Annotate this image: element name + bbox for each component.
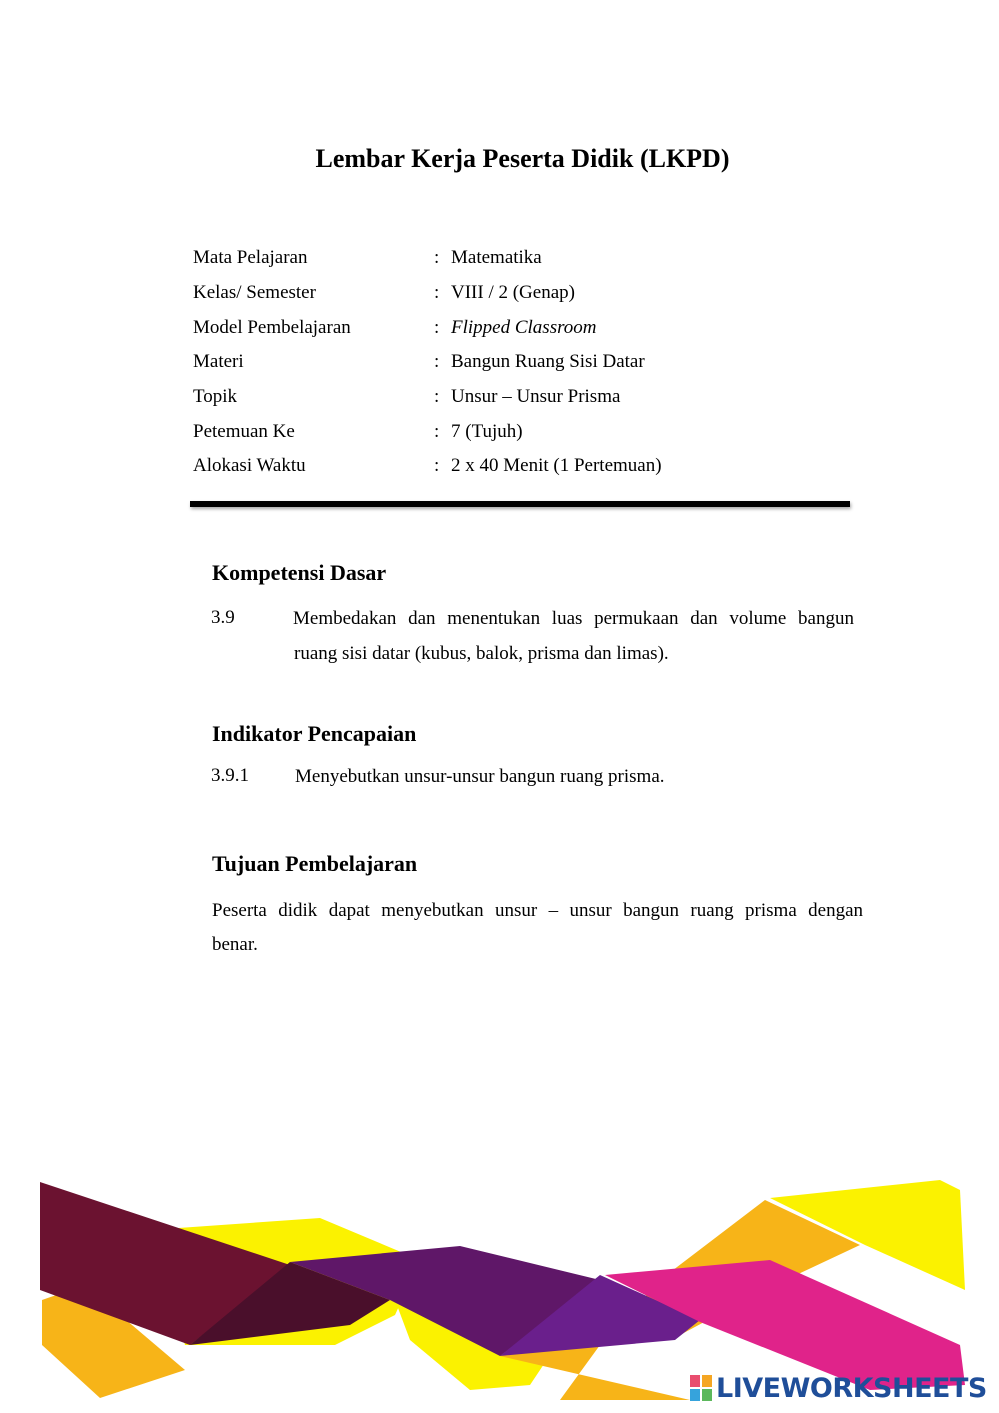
info-value: Matematika (451, 247, 542, 268)
tujuan-text-line-1: Peserta didik dapat menyebutkan unsur – unsur bangun ruang prisma dengan (212, 900, 863, 921)
kompetensi-text-line-1: Membedakan dan menentukan luas permukaan dan volume bangun (293, 608, 854, 629)
liveworksheets-watermark (690, 1372, 987, 1404)
tujuan-text-line-2: benar. (212, 934, 258, 955)
info-label: Alokasi Waktu (193, 455, 306, 476)
indikator-number: 3.9.1 (211, 765, 249, 786)
info-value: 2 x 40 Menit (1 Pertemuan) (451, 455, 662, 476)
indikator-text: Menyebutkan unsur-unsur bangun ruang prisma. (295, 766, 665, 787)
kompetensi-dasar-heading: Kompetensi Dasar (212, 560, 387, 585)
info-label: Model Pembelajaran (193, 317, 351, 338)
kompetensi-text-line-2: ruang sisi datar (kubus, balok, prisma dan limas). (294, 643, 669, 664)
info-label: Materi (193, 351, 244, 372)
info-value: Unsur – Unsur Prisma (451, 386, 621, 407)
info-label: Petemuan Ke (193, 421, 295, 442)
info-value: Bangun Ruang Sisi Datar (451, 351, 645, 372)
info-colon: : (434, 317, 440, 338)
page-title: Lembar Kerja Peserta Didik (LKPD) (315, 144, 730, 173)
liveworksheets-text: LIVEWORKSHEETS (716, 1372, 987, 1404)
info-colon: : (434, 247, 440, 268)
liveworksheets-logo-icon (690, 1375, 712, 1401)
info-colon: : (434, 455, 440, 476)
info-label: Mata Pelajaran (193, 247, 308, 268)
info-label: Kelas/ Semester (193, 282, 316, 303)
kompetensi-number: 3.9 (211, 607, 235, 628)
info-label: Topik (193, 386, 238, 407)
info-colon: : (434, 282, 440, 303)
indikator-pencapaian-heading: Indikator Pencapaian (212, 721, 417, 746)
header-divider (190, 501, 850, 507)
info-colon: : (434, 386, 440, 407)
info-value: 7 (Tujuh) (451, 421, 523, 442)
info-colon: : (434, 351, 440, 372)
info-colon: : (434, 421, 440, 442)
info-value: VIII / 2 (Genap) (451, 282, 575, 303)
tujuan-pembelajaran-heading: Tujuan Pembelajaran (212, 851, 418, 876)
info-value: Flipped Classroom (451, 317, 597, 338)
